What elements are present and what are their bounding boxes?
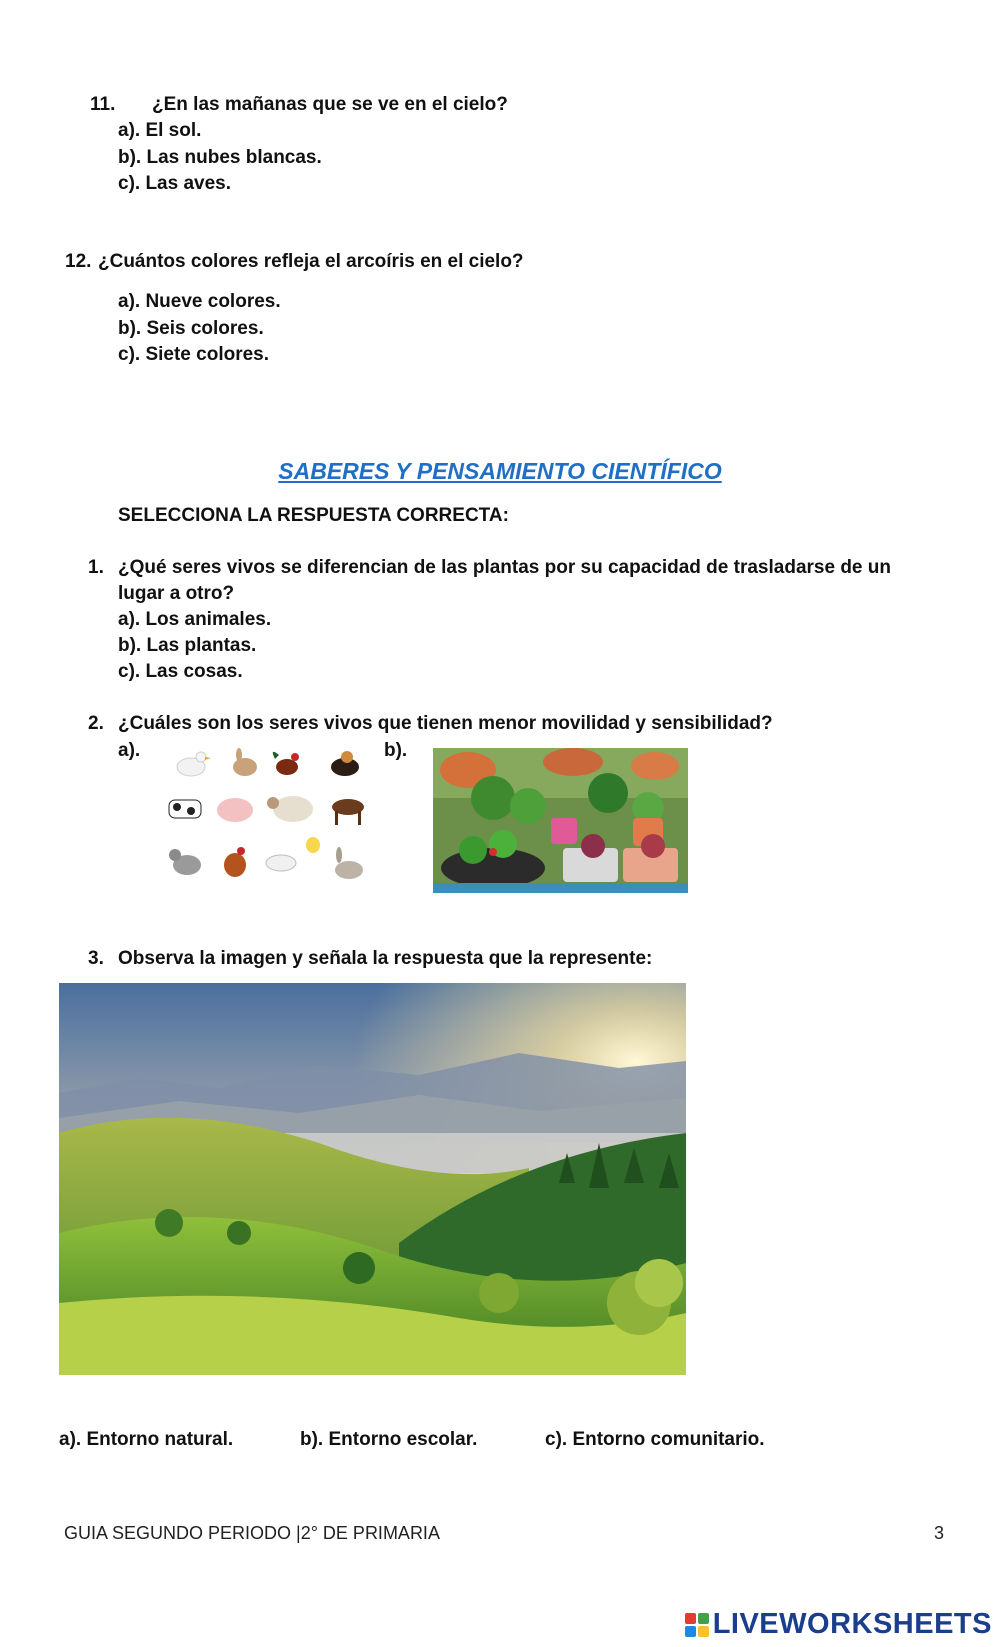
liveworksheets-logo[interactable]: [685, 1608, 992, 1641]
q1-option-b[interactable]: b). Las plantas.: [118, 635, 257, 656]
logo-square-green: [698, 1613, 709, 1624]
q3-text: Observa la imagen y señala la respuesta que la represente:: [118, 948, 653, 969]
q3-option-c[interactable]: c). Entorno comunitario.: [545, 1429, 765, 1450]
question-11-option-c[interactable]: c). Las aves.: [118, 173, 232, 194]
question-11-number: 11.: [90, 94, 116, 115]
q3-option-a[interactable]: a). Entorno natural.: [59, 1429, 234, 1450]
logo-square-yellow: [698, 1626, 709, 1637]
question-12-text: ¿Cuántos colores refleja el arcoíris en el cielo?: [98, 251, 524, 272]
plants-pots-image[interactable]: [433, 748, 688, 893]
animals-collage-graphic: [163, 745, 373, 895]
section-title: SABERES Y PENSAMIENTO CIENTÍFICO: [278, 458, 722, 484]
page-number: 3: [934, 1523, 945, 1543]
q1-option-a[interactable]: a). Los animales.: [118, 609, 272, 630]
q1-number: 1.: [88, 557, 104, 578]
question-11-text: ¿En las mañanas que se ve en el cielo?: [152, 94, 508, 115]
q1-text-line2: lugar a otro?: [118, 583, 235, 604]
q3-number: 3.: [88, 948, 104, 969]
question-12-number: 12.: [65, 251, 92, 272]
logo-square-blue: [685, 1626, 696, 1637]
q2-number: 2.: [88, 713, 104, 734]
q3-option-b[interactable]: b). Entorno escolar.: [300, 1429, 478, 1450]
plants-pots-graphic: [433, 748, 688, 893]
q2-option-a-label[interactable]: a).: [118, 740, 141, 761]
q2-option-b-label[interactable]: b).: [384, 740, 408, 761]
landscape-image[interactable]: [59, 983, 686, 1375]
question-11-option-b[interactable]: b). Las nubes blancas.: [118, 147, 322, 168]
animals-collage-image[interactable]: [163, 745, 373, 895]
question-12-option-c[interactable]: c). Siete colores.: [118, 344, 270, 365]
question-12-option-a[interactable]: a). Nueve colores.: [118, 291, 281, 312]
liveworksheets-logo-icon: [685, 1613, 709, 1637]
logo-square-red: [685, 1613, 696, 1624]
footer-left: GUIA SEGUNDO PERIODO |2° DE PRIMARIA: [64, 1523, 440, 1543]
q1-option-c[interactable]: c). Las cosas.: [118, 661, 243, 682]
q2-text: ¿Cuáles son los seres vivos que tienen menor movilidad y sensibilidad?: [118, 713, 773, 734]
landscape-graphic: [59, 983, 686, 1375]
question-12-option-b[interactable]: b). Seis colores.: [118, 318, 264, 339]
q1-text-line1: ¿Qué seres vivos se diferencian de las plantas por su capacidad de trasladarse de un: [118, 557, 891, 578]
section-instruction: SELECCIONA LA RESPUESTA CORRECTA:: [118, 505, 509, 526]
liveworksheets-logo-text: LIVEWORKSHEETS: [712, 1608, 992, 1640]
question-11-option-a[interactable]: a). El sol.: [118, 120, 202, 141]
